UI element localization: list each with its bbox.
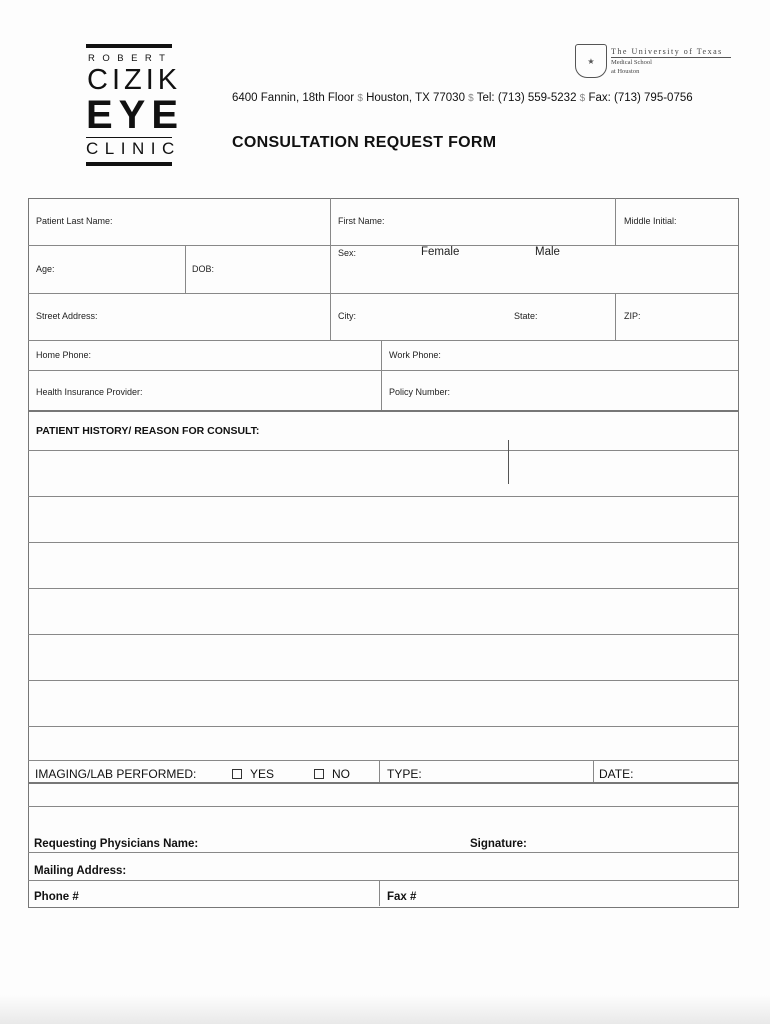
home-phone-label: Home Phone: bbox=[36, 350, 92, 360]
middle-initial-label: Middle Initial: bbox=[624, 216, 677, 226]
mailing-address-label: Mailing Address: bbox=[34, 865, 127, 877]
type-label: TYPE: bbox=[387, 767, 422, 781]
dob-label: DOB: bbox=[192, 264, 215, 274]
imaging-no-checkbox[interactable]: NO bbox=[314, 767, 350, 781]
scan-shadow bbox=[0, 995, 770, 1024]
clinic-logo bbox=[86, 44, 185, 166]
phone-label: Phone # bbox=[34, 891, 79, 903]
separator: $ bbox=[357, 93, 363, 104]
logo-clinic: CLINIC bbox=[86, 139, 181, 158]
date-label: DATE: bbox=[599, 767, 634, 781]
fax-number: Fax: (713) 795-0756 bbox=[588, 92, 693, 104]
signature-label: Signature: bbox=[470, 838, 527, 850]
logo-eye: EYE bbox=[86, 93, 185, 137]
age-label: Age: bbox=[36, 264, 55, 274]
street-address-label: Street Address: bbox=[36, 311, 98, 321]
imaging-yes-checkbox[interactable]: YES bbox=[232, 767, 274, 781]
address: 6400 Fannin, 18th Floor bbox=[232, 92, 355, 104]
physician-name-label: Requesting Physicians Name: bbox=[34, 838, 199, 850]
seal-icon: ★ bbox=[575, 44, 607, 78]
history-label: PATIENT HISTORY/ REASON FOR CONSULT: bbox=[36, 425, 260, 437]
university-location: at Houston bbox=[611, 68, 640, 75]
fax-label: Fax # bbox=[387, 891, 417, 903]
university-school: Medical School bbox=[611, 59, 652, 66]
policy-number-label: Policy Number: bbox=[389, 387, 451, 397]
state-label: State: bbox=[514, 311, 538, 321]
city-state: Houston, TX 77030 bbox=[366, 92, 465, 104]
insurance-label: Health Insurance Provider: bbox=[36, 387, 143, 397]
separator: $ bbox=[468, 93, 474, 104]
sex-label: Sex: bbox=[338, 248, 357, 258]
imaging-label: IMAGING/LAB PERFORMED: bbox=[35, 767, 197, 781]
form-title: CONSULTATION REQUEST FORM bbox=[232, 134, 497, 151]
history-box bbox=[28, 410, 739, 784]
male-option[interactable]: Male bbox=[535, 246, 560, 258]
logo-robert: ROBERT bbox=[88, 53, 173, 64]
first-name-label: First Name: bbox=[338, 216, 385, 226]
patient-info-box bbox=[28, 198, 739, 412]
work-phone-label: Work Phone: bbox=[389, 350, 441, 360]
city-label: City: bbox=[338, 311, 356, 321]
logo-cizik: CIZIK bbox=[87, 64, 182, 96]
contact-line bbox=[232, 92, 693, 104]
telephone: Tel: (713) 559-5232 bbox=[476, 92, 577, 104]
separator: $ bbox=[579, 93, 586, 104]
patient-last-name-label: Patient Last Name: bbox=[36, 216, 113, 226]
university-name: The University of Texas bbox=[611, 47, 731, 58]
female-option[interactable]: Female bbox=[421, 246, 460, 258]
zip-label: ZIP: bbox=[624, 311, 641, 321]
